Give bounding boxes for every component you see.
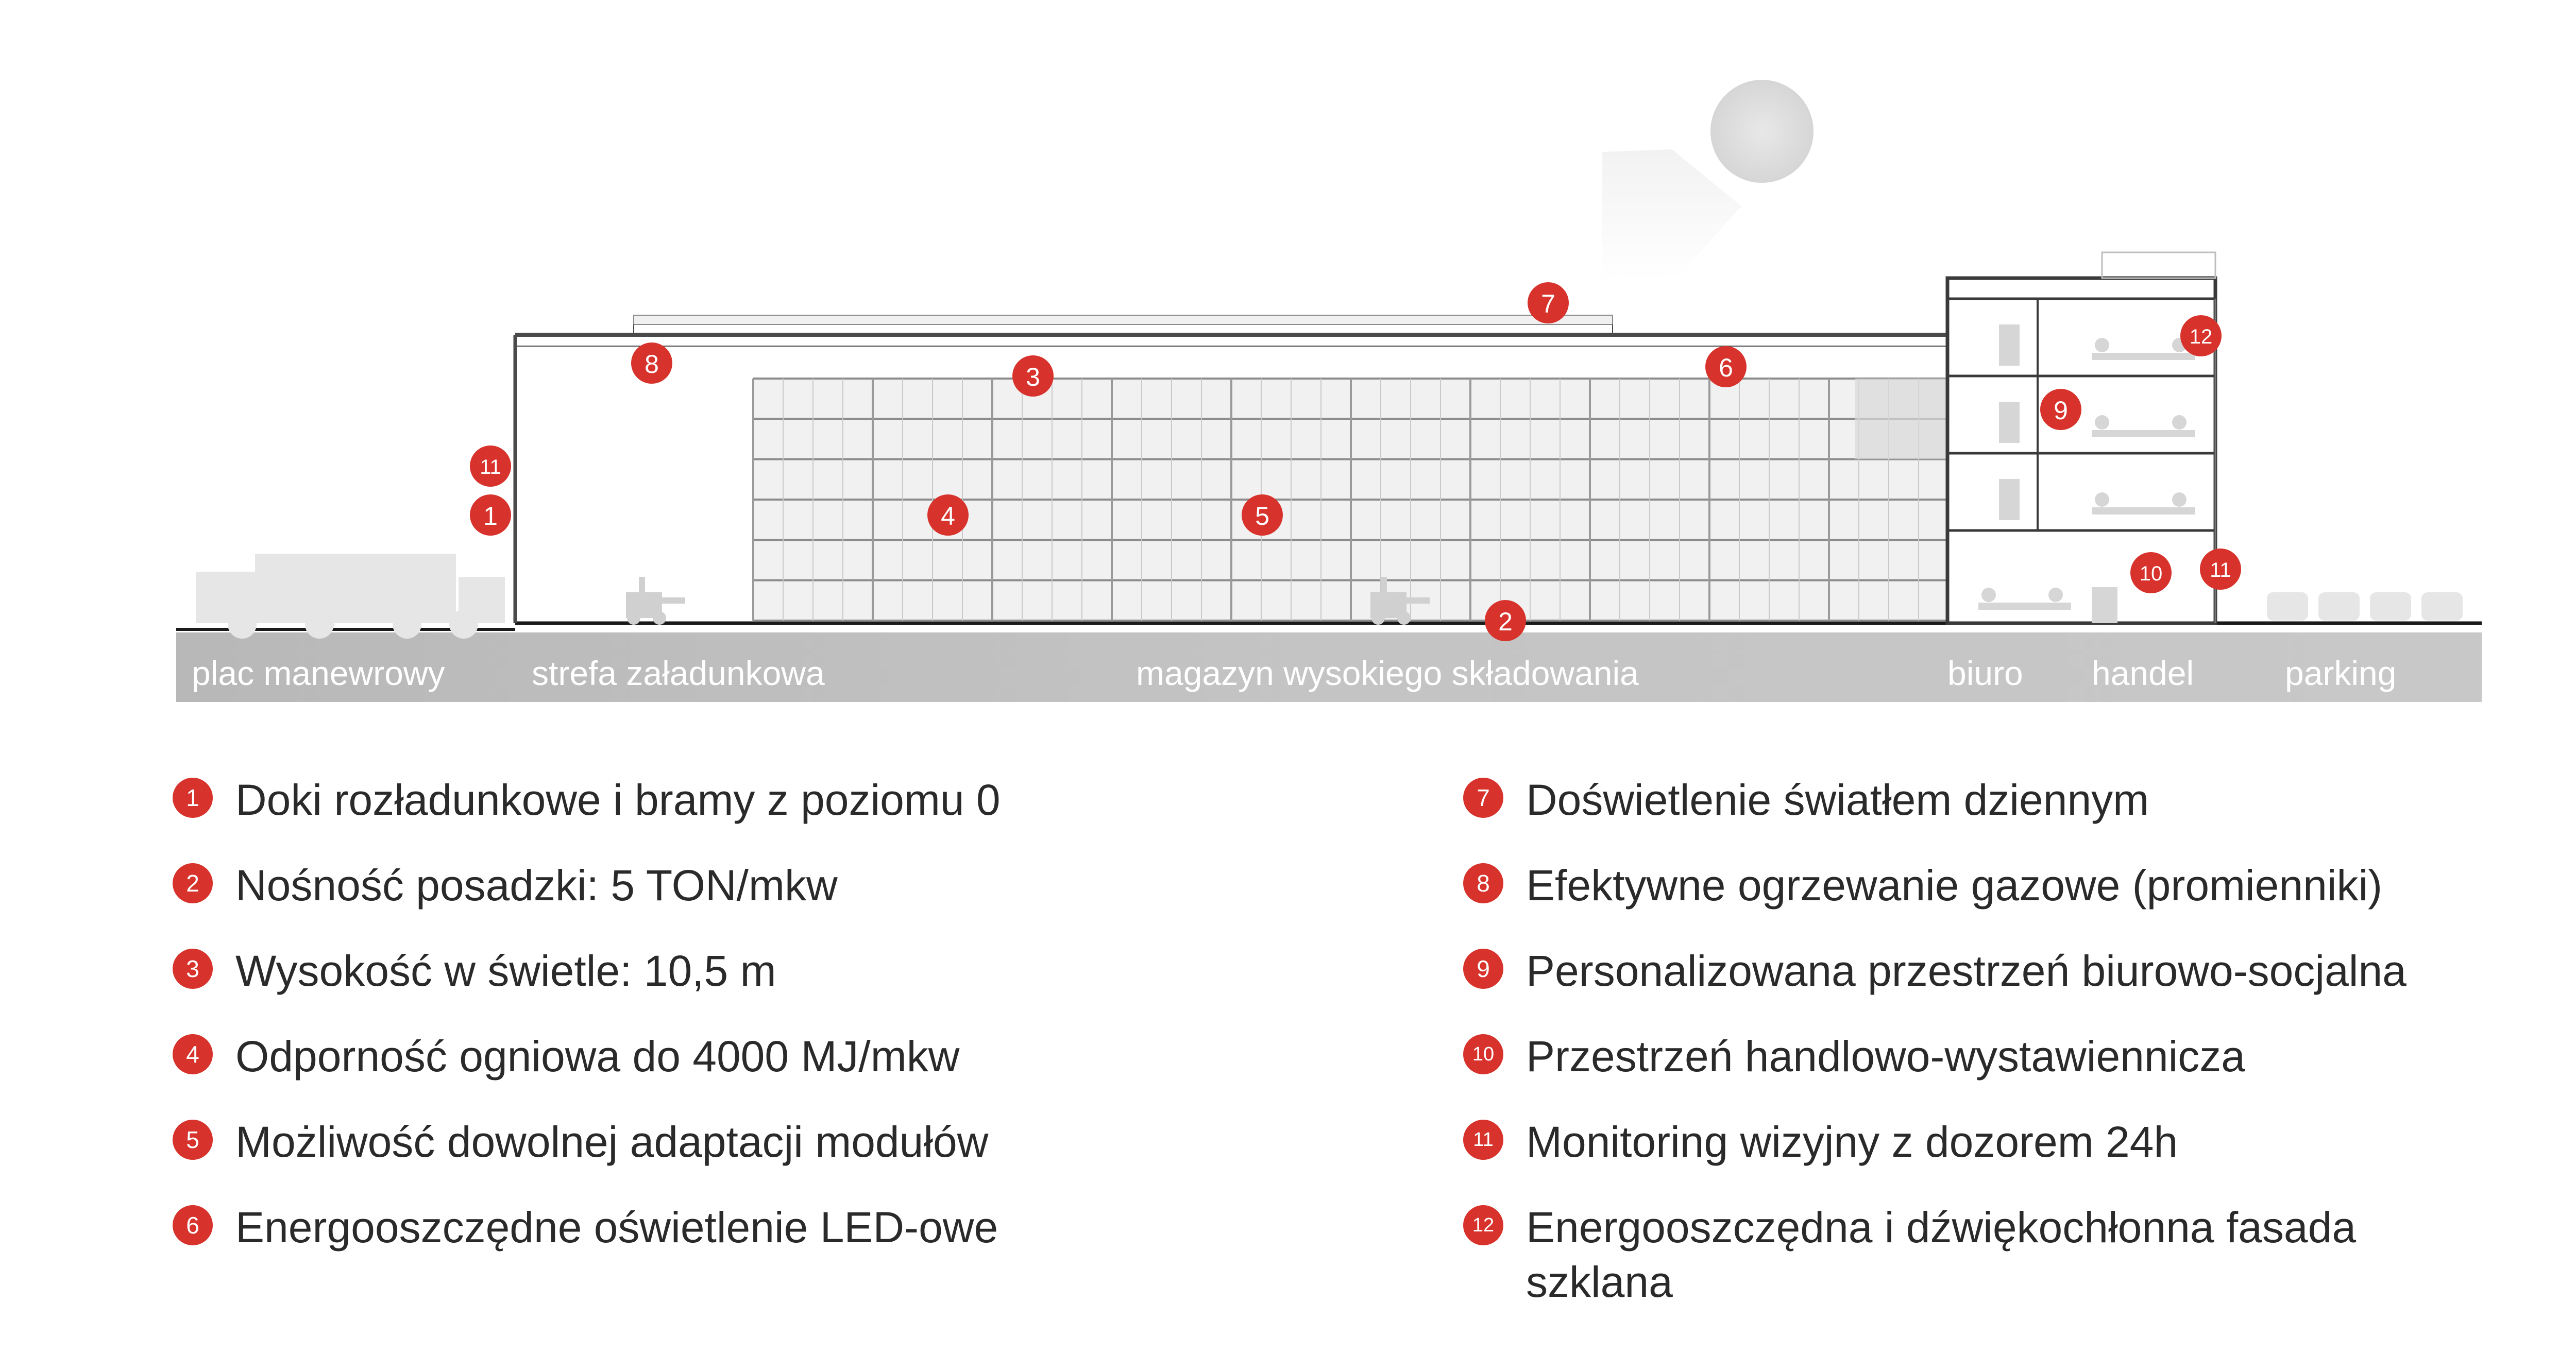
svg-text:6: 6 — [1719, 353, 1733, 382]
legend-item-1 — [173, 773, 1461, 858]
marker-3 — [1012, 355, 1054, 397]
marker-5 — [1242, 494, 1283, 536]
legend-number-badge: 9 — [1463, 949, 1503, 989]
legend-number-badge: 11 — [1463, 1120, 1503, 1160]
legend-number-badge: 2 — [173, 863, 213, 903]
svg-text:2: 2 — [1498, 607, 1513, 636]
legend-text: Monitoring wizyjny z dozorem 24h — [1526, 1118, 2178, 1166]
marker-4 — [927, 494, 969, 536]
legend-text: Efektywne ogrzewanie gazowe (promienniki) — [1526, 861, 2383, 910]
storage-racks — [753, 379, 1947, 621]
svg-text:10: 10 — [2139, 562, 2163, 585]
legend-item-10 — [1463, 1029, 2576, 1115]
legend-number-badge: 12 — [1463, 1205, 1503, 1245]
legend-text: Przestrzeń handlowo-wystawiennicza — [1526, 1032, 2245, 1081]
marker-8 — [631, 342, 672, 384]
legend-left — [173, 773, 1461, 1286]
legend-text: Odporność ogniowa do 4000 MJ/mkw — [235, 1032, 960, 1081]
zone-label-magazyn: magazyn wysokiego składowania — [1136, 654, 1639, 692]
legend-number-badge: 3 — [173, 949, 213, 989]
legend-number-badge: 4 — [173, 1034, 213, 1074]
legend-number-badge: 10 — [1463, 1034, 1503, 1074]
forklift-icon — [626, 577, 685, 625]
svg-text:3: 3 — [1026, 363, 1040, 391]
legend-text: Możliwość dowolnej adaptacji modułów — [235, 1118, 989, 1166]
legend-item-6 — [173, 1200, 1461, 1286]
svg-text:11: 11 — [2210, 559, 2231, 581]
legend-number-badge: 6 — [173, 1205, 213, 1245]
svg-text:11: 11 — [480, 456, 501, 478]
legend-text: Nośność posadzki: 5 TON/mkw — [235, 861, 838, 910]
parked-cars — [2267, 592, 2463, 621]
legend-item-3 — [173, 944, 1461, 1029]
svg-text:7: 7 — [1541, 289, 1555, 318]
svg-text:5: 5 — [1255, 502, 1269, 530]
marker-2 — [1485, 600, 1526, 641]
rack-shadow — [1855, 379, 1947, 459]
marker-11-office — [2200, 549, 2241, 590]
svg-text:1: 1 — [483, 502, 498, 530]
legend-text: Doki rozładunkowe i bramy z poziomu 0 — [235, 776, 1001, 824]
zone-label-biuro: biuro — [1947, 654, 2023, 692]
legend-item-11 — [1463, 1115, 2576, 1200]
svg-text:9: 9 — [2054, 396, 2068, 425]
zone-label-handel: handel — [2092, 654, 2194, 692]
legend-item-4 — [173, 1029, 1461, 1115]
svg-text:4: 4 — [941, 502, 955, 530]
marker-10 — [2130, 552, 2172, 593]
marker-6 — [1705, 346, 1747, 387]
sun-icon — [1710, 80, 1814, 183]
zone-label-plac: plac manewrowy — [192, 654, 445, 692]
legend-text: Energooszczędna i dźwiękochłonna fasada szklana — [1526, 1203, 2357, 1306]
svg-text:12: 12 — [2189, 325, 2213, 348]
legend-item-9 — [1463, 944, 2576, 1029]
legend-item-5 — [173, 1115, 1461, 1200]
legend-number-badge: 1 — [173, 778, 213, 818]
legend-text: Personalizowana przestrzeń biurowo-socjalna — [1526, 947, 2406, 995]
svg-text:8: 8 — [645, 350, 659, 379]
marker-12 — [2180, 315, 2222, 356]
legend-item-8 — [1463, 858, 2576, 944]
zone-label-parking: parking — [2285, 654, 2397, 692]
office-building — [1947, 252, 2215, 623]
truck-icon — [196, 554, 505, 639]
legend-item-12 — [1463, 1200, 2576, 1306]
legend-number-badge: 5 — [173, 1120, 213, 1160]
marker-1 — [470, 494, 511, 536]
light-beam — [1602, 149, 1741, 281]
legend-number-badge: 7 — [1463, 778, 1503, 818]
legend-text: Wysokość w świetle: 10,5 m — [235, 947, 776, 995]
zone-label-strefa: strefa załadunkowa — [532, 654, 825, 692]
legend-number-badge: 8 — [1463, 863, 1503, 903]
legend-item-2 — [173, 858, 1461, 944]
legend-right — [1463, 773, 2576, 1306]
legend-item-7 — [1463, 773, 2576, 858]
marker-11 — [470, 445, 511, 487]
legend-text: Energooszczędne oświetlenie LED-owe — [235, 1203, 998, 1252]
marker-9 — [2040, 389, 2081, 430]
legend-text: Doświetlenie światłem dziennym — [1526, 776, 2149, 824]
marker-7 — [1528, 282, 1569, 323]
